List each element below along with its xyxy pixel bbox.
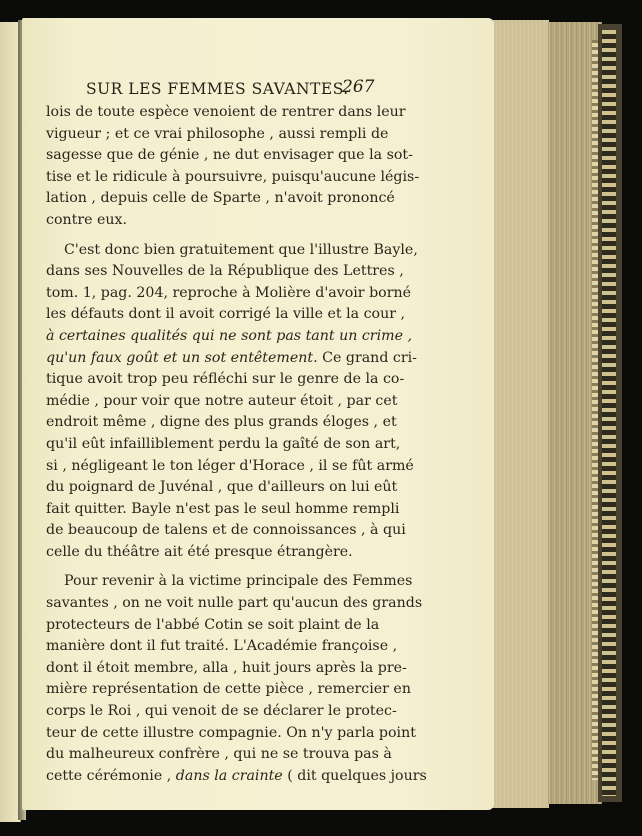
text-line: savantes , on ne voit nulle part qu'aucun des grands <box>46 595 423 612</box>
text-line: lois de toute espèce venoient de rentrer dans leur <box>46 104 406 120</box>
page-header <box>86 77 376 104</box>
text-line: celle du théâtre ait été presque étrangère. <box>46 543 353 560</box>
paragraph <box>46 571 427 787</box>
text-line: qu'il eût infailliblement perdu la gaîté de son art, <box>46 435 401 452</box>
text-fragment: cette cérémonie , <box>46 767 172 784</box>
binding-headband <box>602 30 616 796</box>
text-line: fait quitter. Bayle n'est pas le seul homme rempli <box>46 500 400 517</box>
text-line: mière représentation de cette pièce , remercier en <box>46 681 411 698</box>
text-line: du malheureux confrère , qui ne se trouva pas à <box>46 746 392 763</box>
page-number: 267 <box>342 77 375 97</box>
text-line: Pour revenir à la victime principale des Femmes <box>64 573 413 590</box>
text-line: du poignard de Juvénal , que d'ailleurs on lui eût <box>46 479 398 496</box>
quoted-fragment: qu'un faux goût et un sot entêtement. <box>46 349 318 366</box>
text-line: de beaucoup de talens et de connoissances , à qui <box>46 522 406 539</box>
text-line: endroit même , digne des plus grands éloges , et <box>46 414 397 431</box>
running-head: SUR LES FEMMES SAVANTES. <box>86 80 349 98</box>
binding-headband-inner <box>592 40 598 780</box>
text-line: manière dont il fut traité. L'Académie françoise , <box>46 638 398 655</box>
text-line: vigueur ; et ce vrai philosophe , aussi rempli de <box>46 125 389 142</box>
text-line: les défauts dont il avoit corrigé la ville et la cour , <box>46 306 406 323</box>
text-line: tom. 1, pag. 204, reproche à Molière d'avoir borné <box>46 284 412 301</box>
text-line: médie , pour voir que notre auteur étoit , par cet <box>46 392 398 409</box>
text-line: tise et le ridicule à poursuivre, puisqu'aucune légis- <box>46 168 420 185</box>
text-line <box>46 766 427 788</box>
text-fragment: Ce grand cri- <box>317 349 417 366</box>
text-line: dont il étoit membre, alla , huit jours après la pre- <box>46 659 407 676</box>
text-line: si , négligeant le ton léger d'Horace , il se fût armé <box>46 457 414 474</box>
page-block-edge <box>490 20 549 808</box>
text-line: tique avoit trop peu réfléchi sur le genre de la co- <box>46 371 405 388</box>
text-line: lation , depuis celle de Sparte , n'avoit prononcé <box>46 190 395 207</box>
text-fragment: ( dit quelques jours <box>282 767 427 784</box>
text-line: protecteurs de l'abbé Cotin se soit plaint de la <box>46 616 380 633</box>
text-line: C'est donc bien gratuitement que l'illustre Bayle, <box>64 241 418 258</box>
text-line: corps le Roi , qui venoit de se déclarer le protec- <box>46 703 397 720</box>
body-text <box>46 102 427 787</box>
quoted-fragment: dans la crainte <box>171 767 283 784</box>
paragraph <box>46 240 418 564</box>
text-line: contre eux. <box>46 211 128 228</box>
text-line: sagesse que de génie , ne dut envisager que la sot- <box>46 147 413 164</box>
paragraph <box>46 102 420 232</box>
quoted-line: à certaines qualités qui ne sont pas tant un crime , <box>46 327 412 344</box>
text-line: dans ses Nouvelles de la République des Lettres , <box>46 263 404 280</box>
text-line: teur de cette illustre compagnie. On n'y parla point <box>46 724 416 741</box>
text-line <box>46 348 417 370</box>
